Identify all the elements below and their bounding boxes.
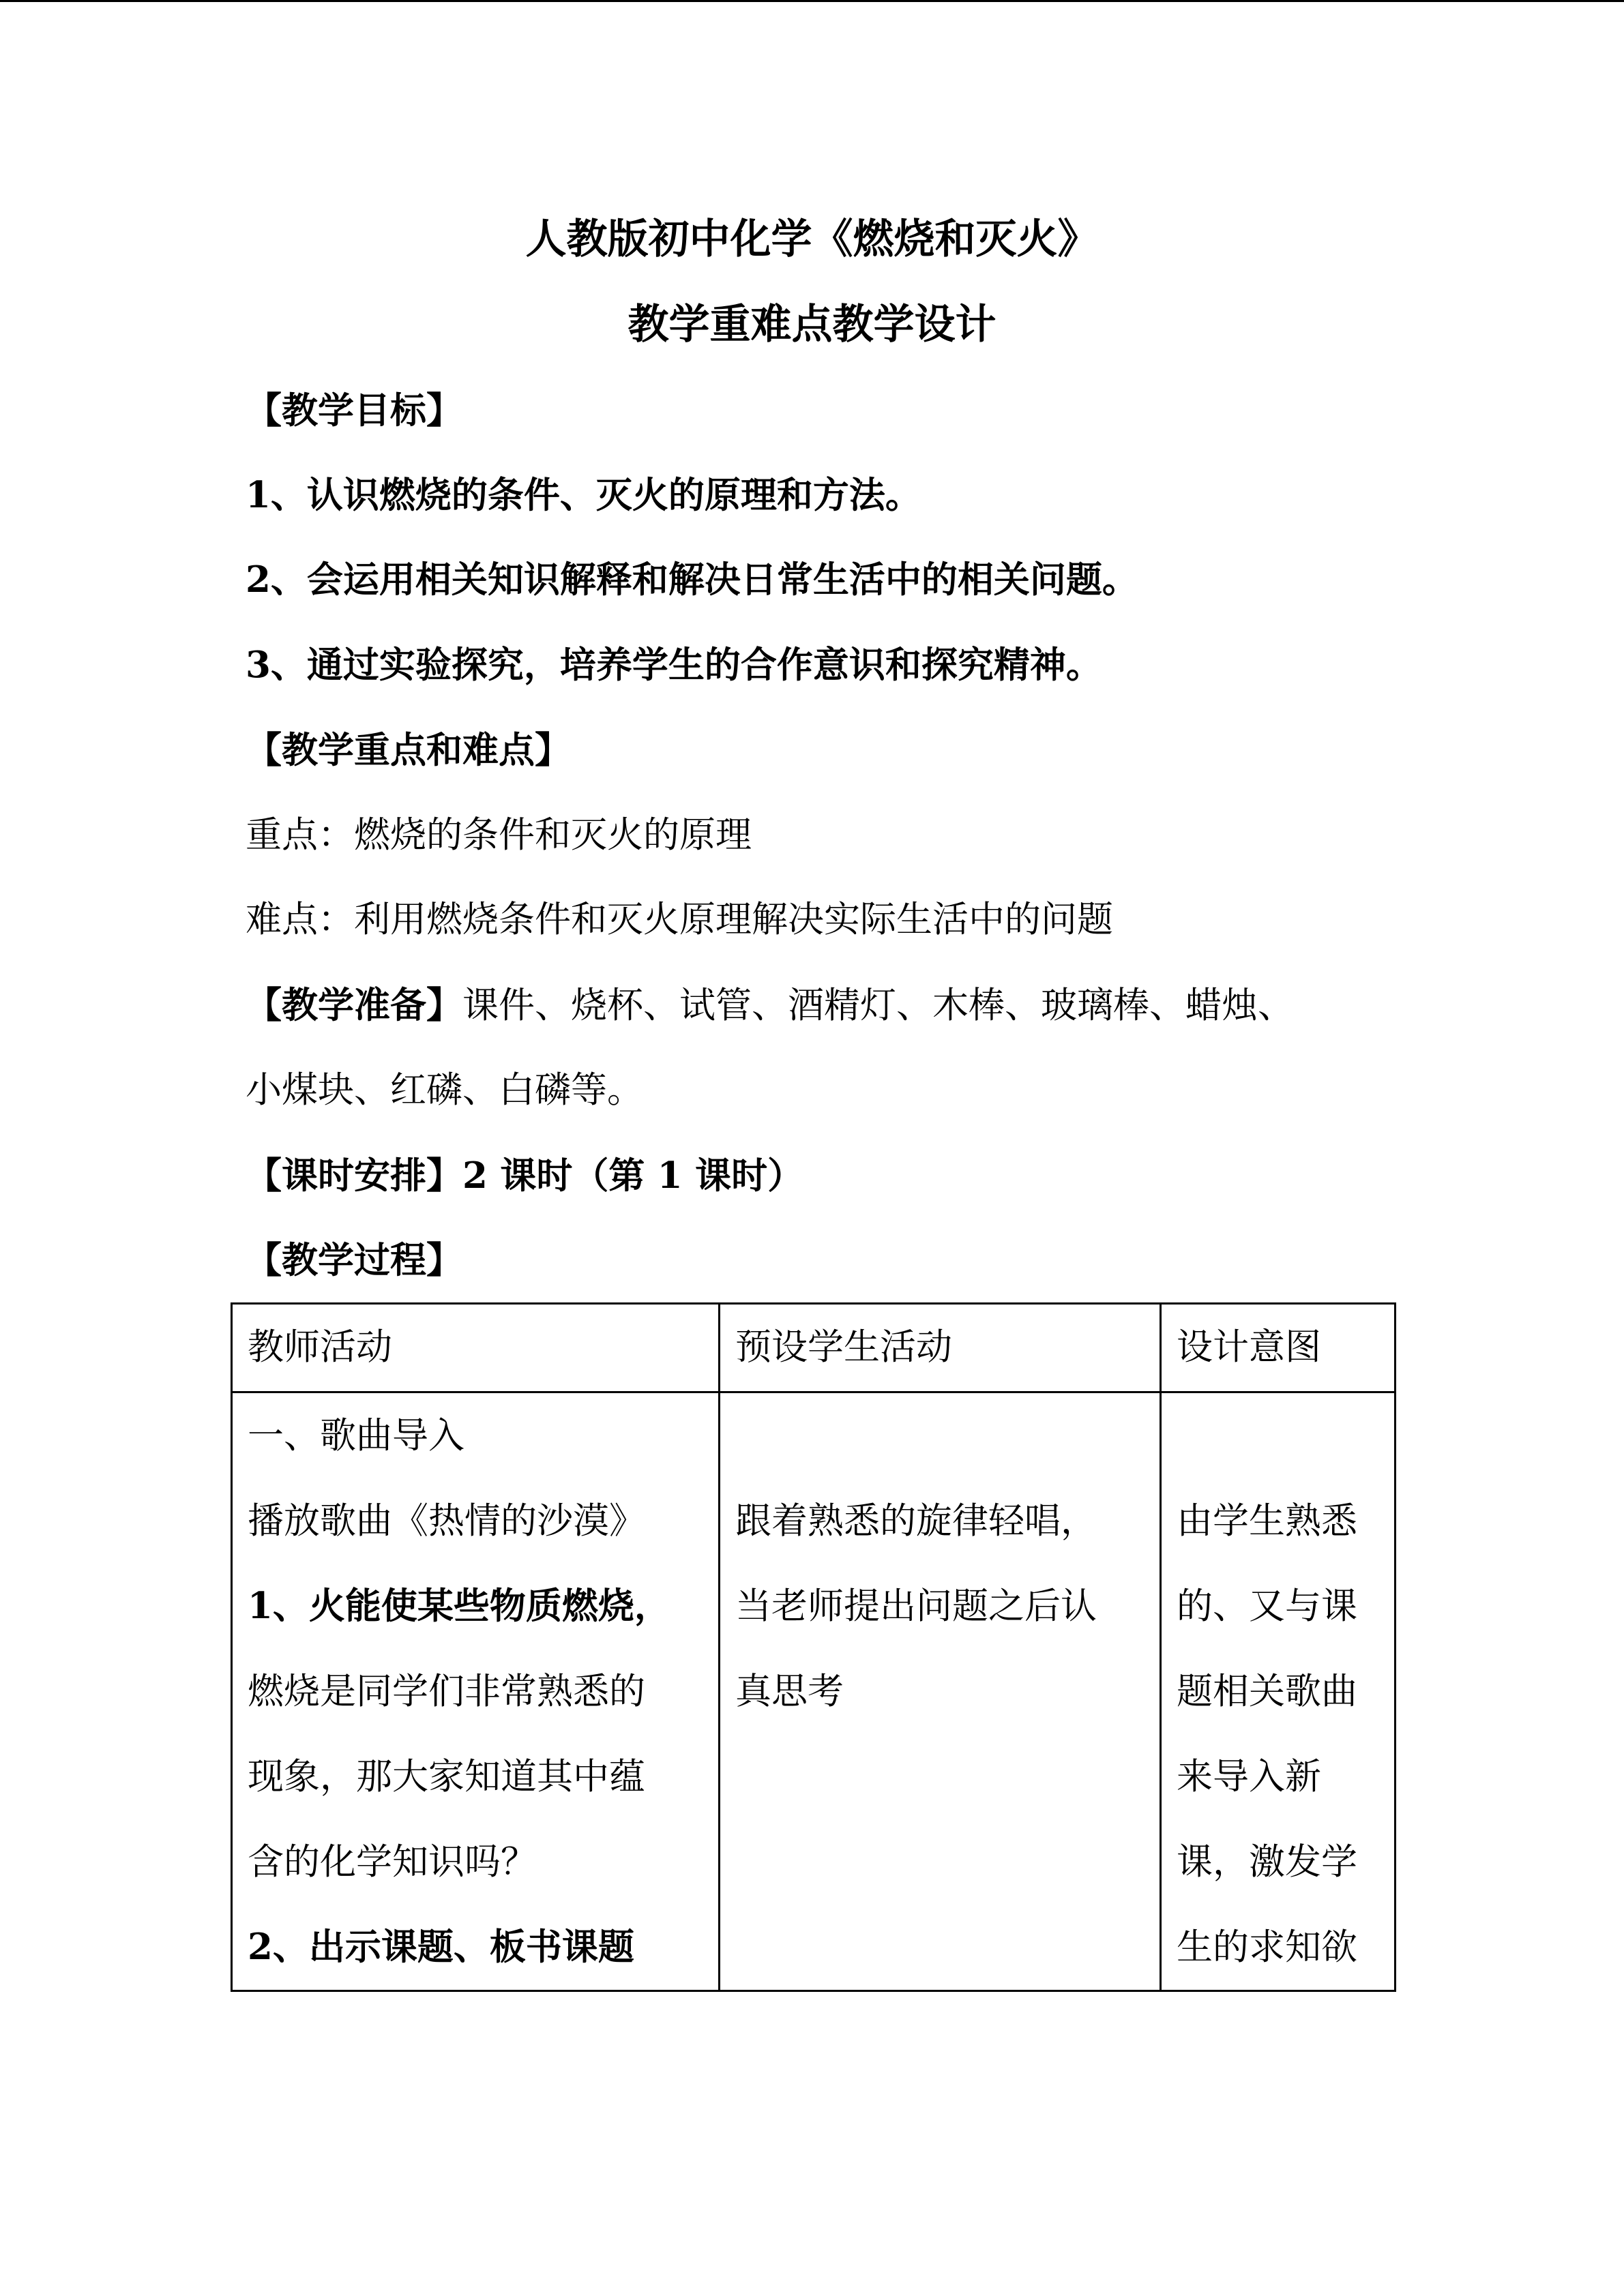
objective-item: 1、认识燃烧的条件、灭火的原理和方法。	[246, 474, 921, 516]
student-activity-cell	[720, 1392, 1161, 1991]
objective-item: 3、通过实验探究，培养学生的合作意识和探究精神。	[246, 644, 1102, 686]
cell-line: 当老师提出问题之后认	[735, 1585, 1097, 1627]
preparation-line	[246, 981, 1294, 1030]
table-row	[232, 1392, 1396, 1991]
cell-line: 题相关歌曲	[1177, 1671, 1357, 1712]
preparation-heading: 【教学准备】	[246, 984, 462, 1026]
objective-item: 2、会运用相关知识解释和解决日常生活中的相关问题。	[246, 558, 1138, 601]
cell-line: 1、火能使某些物质燃烧，	[248, 1585, 670, 1627]
cell-line: 跟着熟悉的旋律轻唱，	[735, 1500, 1097, 1542]
document-subtitle: 教学重难点教学设计	[628, 301, 996, 348]
cell-line: 2、出示课题、板书课题	[248, 1926, 634, 1968]
design-intent-cell	[1161, 1392, 1396, 1991]
preparation-text: 课件、烧杯、试管、酒精灯、木棒、玻璃棒、蜡烛、	[462, 985, 1294, 1026]
cell-line: 来导入新	[1177, 1756, 1321, 1798]
header-teacher-activity: 教师活动	[232, 1304, 720, 1392]
key-points-heading: 【教学重点和难点】	[246, 729, 571, 771]
cell-line: 的、又与课	[1177, 1585, 1357, 1627]
teacher-activity-cell	[232, 1392, 720, 1991]
teaching-process-table	[231, 1302, 1396, 1992]
schedule-heading: 【课时安排】	[246, 1154, 462, 1197]
schedule-text: 2 课时（第 1 课时）	[462, 1154, 804, 1197]
difficult-point: 难点：利用燃烧条件和灭火原理解决实际生活中的问题	[246, 899, 1113, 940]
schedule-line	[246, 1152, 803, 1200]
objectives-heading: 【教学目标】	[246, 389, 462, 432]
table-header-row	[232, 1304, 1396, 1392]
cell-line: 生的求知欲	[1177, 1926, 1357, 1968]
cell-line: 含的化学知识吗？	[248, 1841, 537, 1883]
cell-line: 现象，那大家知道其中蕴	[248, 1756, 645, 1798]
cell-line: 播放歌曲《热情的沙漠》	[248, 1500, 645, 1542]
preparation-text-continued: 小煤块、红磷、白磷等。	[246, 1069, 643, 1111]
cell-line: 燃烧是同学们非常熟悉的	[248, 1671, 645, 1712]
document-title: 人教版初中化学《燃烧和灭火》	[525, 215, 1099, 263]
key-point: 重点：燃烧的条件和灭火的原理	[246, 814, 752, 856]
header-design-intent: 设计意图	[1161, 1304, 1396, 1392]
header-student-activity: 预设学生活动	[720, 1304, 1161, 1392]
cell-line: 由学生熟悉	[1177, 1500, 1357, 1542]
cell-line: 一、歌曲导入	[248, 1415, 464, 1457]
cell-line: 课，激发学	[1177, 1841, 1357, 1883]
process-heading: 【教学过程】	[246, 1239, 462, 1281]
cell-line: 真思考	[735, 1671, 844, 1712]
